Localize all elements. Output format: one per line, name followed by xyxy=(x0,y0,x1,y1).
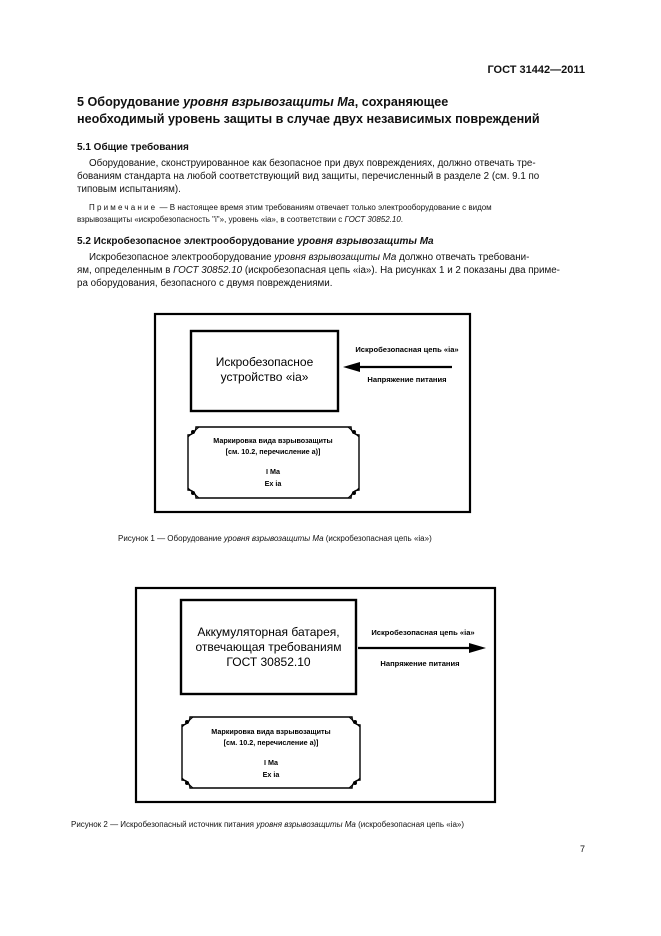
figure-1-plate-line1: Маркировка вида взрывозащиты xyxy=(213,436,333,445)
figure-1-frame xyxy=(155,314,470,512)
para-5-2-line2-post: (искробезопасная цепь «ia»). На рисунках 1 и 2 показаны два приме- xyxy=(242,265,560,277)
para-5-1-line3: типовым испытаниям). xyxy=(77,184,181,196)
figure-2-arrow-head xyxy=(469,643,486,653)
document-header: ГОСТ 31442—2011 xyxy=(487,64,585,76)
page-number: 7 xyxy=(579,844,585,854)
figure-1-plate-line4: Ex ia xyxy=(264,479,282,488)
figure-2-plate-line3: I Ma xyxy=(264,758,278,767)
note-end: . xyxy=(400,215,404,225)
para-5-2-line2-pre: ям, определенным в xyxy=(77,265,174,277)
para-5-1-line1: Оборудование, сконструированное как безопасное при двух повреждениях, должно отвечать тре- xyxy=(89,158,536,169)
figure-1-arrow-top-label: Искробезопасная цепь «ia» xyxy=(355,345,459,354)
figure-2-plate-line1: Маркировка вида взрывозащиты xyxy=(211,727,331,736)
section-5-title-italic: уровня взрывозащиты Ma xyxy=(183,95,355,109)
section-5-title-pre: 5 Оборудование xyxy=(77,95,184,109)
figure-1-plate-line2: [см. 10.2, перечисление a)] xyxy=(225,447,321,456)
figure-2-device-line1: Аккумуляторная батарея, xyxy=(197,625,340,639)
figure-1-caption xyxy=(118,534,432,543)
section-5-title-post: , сохраняющее xyxy=(354,95,449,109)
subsection-5-2-title-pre: 5.2 Искробезопасное электрооборудование xyxy=(77,236,298,247)
note-label: Примечание xyxy=(89,203,158,212)
figure-1-device-line2: устройство «ia» xyxy=(220,370,309,384)
figure-2-caption xyxy=(71,820,464,829)
figure-1-caption-post: (искробезопасная цепь «ia») xyxy=(323,534,432,543)
figure-2-device-line2: отвечающая требованиям xyxy=(195,640,342,654)
figure-2-plate-line4: Ex ia xyxy=(262,770,280,779)
note-text: — В настоящее время этим требованиям отвечает только электрооборудование с видом xyxy=(157,203,492,212)
subsection-5-2-title-italic: уровня взрывозащиты Ma xyxy=(297,236,434,247)
figure-2-arrow-bottom-label: Напряжение питания xyxy=(380,659,460,668)
figure-2-plate-line2: [см. 10.2, перечисление a)] xyxy=(223,738,319,747)
figure-2-device-line3: ГОСТ 30852.10 xyxy=(226,655,311,669)
subsection-5-1-title: 5.1 Общие требования xyxy=(77,142,189,153)
section-5-title-line2: необходимый уровень защиты в случае двух независимых повреждений xyxy=(77,112,540,126)
note-line2-pre: взрывозащиты «искробезопасность "i"», уровень «ia», в соответствии с xyxy=(77,215,345,225)
figure-1-arrow-head xyxy=(343,362,360,372)
para-5-2-line2-ref: ГОСТ 30852.10 xyxy=(173,265,243,277)
para-5-2-line1-post: должно отвечать требовани- xyxy=(396,252,530,263)
figure-1-caption-pre: Рисунок 1 — Оборудование xyxy=(118,534,224,543)
figure-2-caption-italic: уровня взрывозащиты Ma xyxy=(256,820,356,829)
para-5-2-line3: ра оборудования, безопасного с двумя повреждениями. xyxy=(77,278,333,290)
figure-1-caption-italic: уровня взрывозащиты Ma xyxy=(223,534,324,543)
para-5-2-line1-italic: уровня взрывозащиты Ma xyxy=(274,252,397,263)
figure-1-plate-line3: I Ma xyxy=(266,467,280,476)
figure-2-caption-pre: Рисунок 2 — Искробезопасный источник питания xyxy=(71,820,257,829)
note-ref: ГОСТ 30852.10 xyxy=(344,215,401,225)
para-5-1-line2: бованиям стандарта на любой соответствующий вид защиты, перечисленный в разделе 2 (см. 9.1 по xyxy=(77,171,540,183)
figure-1-arrow-bottom-label: Напряжение питания xyxy=(367,375,447,384)
figure-2-caption-post: (искробезопасная цепь «ia») xyxy=(355,820,465,829)
para-5-2-line1-pre: Искробезопасное электрооборудование xyxy=(89,252,275,263)
figure-2-arrow-top-label: Искробезопасная цепь «ia» xyxy=(371,628,475,637)
figure-1-device-line1: Искробезопасное xyxy=(215,355,314,369)
